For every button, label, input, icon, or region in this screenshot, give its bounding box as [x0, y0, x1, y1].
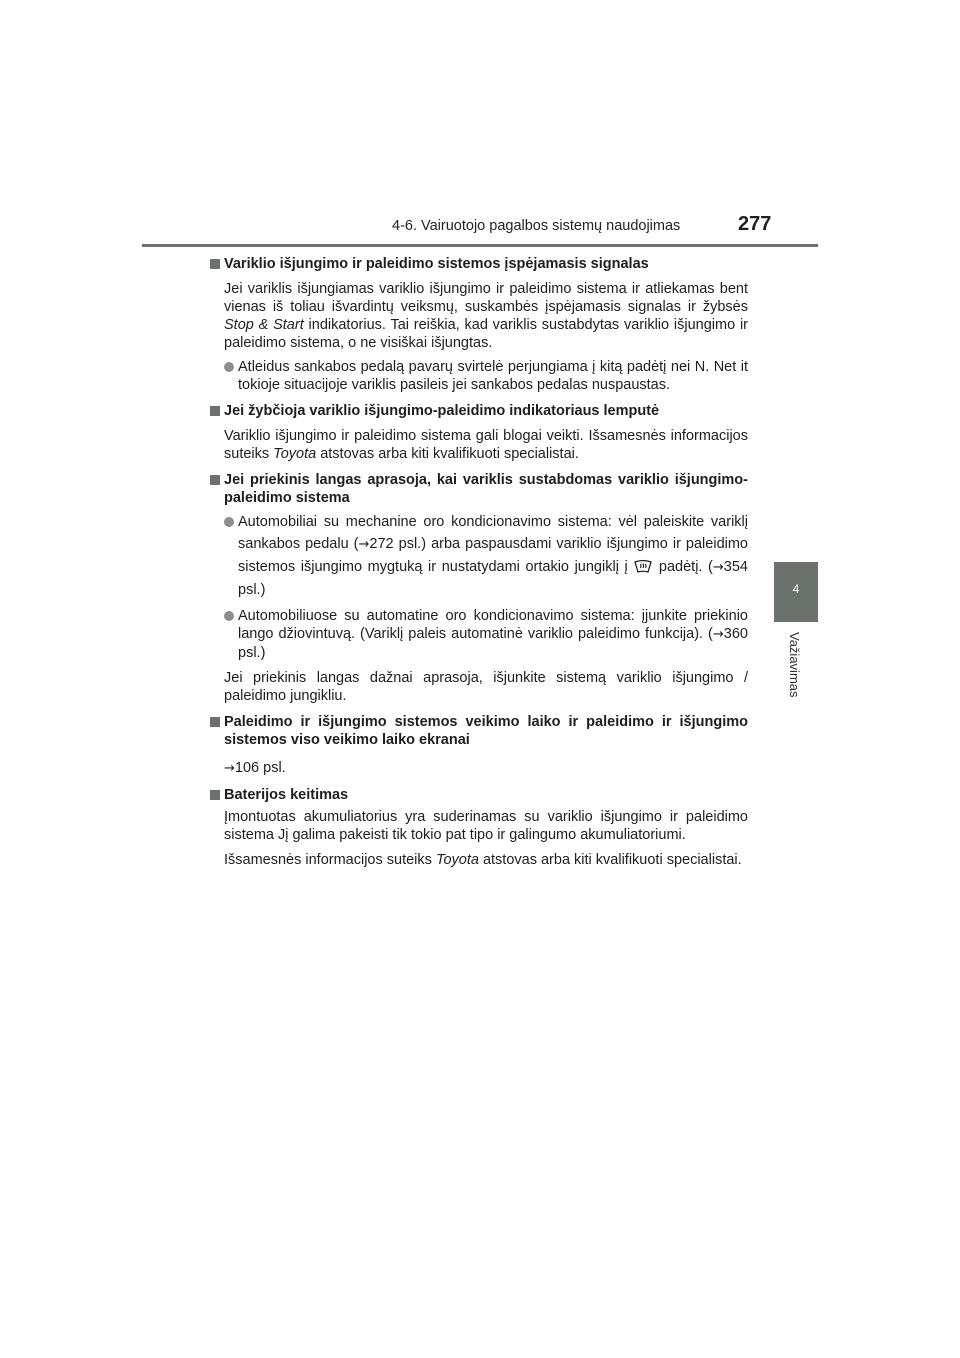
- paragraph: Jei variklis išjungiamas variklio išjungimo ir paleidimo sistema ir atliekamas bent vienas iš toliau išvardintų veiksmų, suskambės įspėjamasis signalas ir žybsės Stop & Start indikatorius. Tai reiškia, kad variklis sustabdytas variklio išjungimo ir paleidimo sistema, o ne visiškai išjungtas.: [224, 281, 748, 351]
- section-title-text: Variklio išjungimo ir paleidimo sistemos įspėjamasis signalas: [224, 256, 649, 272]
- square-bullet-icon: [210, 259, 220, 269]
- paragraph: Variklio išjungimo ir paleidimo sistema gali blogai veikti. Išsamesnės informacijos suteiks Toyota atstovas arba kiti kvalifikuoti specialistai.: [224, 428, 748, 462]
- paragraph: [210, 759, 748, 778]
- indicator-name: Stop & Start: [224, 317, 304, 333]
- chapter-number: 4: [792, 582, 800, 596]
- section-title-text: Paleidimo ir išjungimo sistemos veikimo laiko ir paleidimo ir išjungimo sistemos viso veikimo laiko ekranai: [224, 714, 748, 748]
- windshield-defroster-icon: [633, 558, 653, 574]
- round-bullet-icon: [224, 517, 234, 527]
- section-title-text: Jei žybčioja variklio išjungimo-paleidimo indikatoriaus lemputė: [224, 403, 660, 419]
- bullet-item: Automobiliuose su automatine oro kondicionavimo sistema: įjunkite priekinio lango džiovintuvą. (Variklį paleis automatinė variklio paleidimo funkcija). (→360 psl.): [210, 607, 748, 662]
- round-bullet-icon: [224, 611, 234, 621]
- chapter-tab: [774, 562, 818, 622]
- running-header: 4-6. Vairuotojo pagalbos sistemų naudojimas: [392, 218, 681, 234]
- section-title: [210, 786, 748, 804]
- section-title: [210, 255, 748, 273]
- square-bullet-icon: [210, 717, 220, 727]
- brand-name: Toyota: [273, 446, 317, 462]
- paragraph: Išsamesnės informacijos suteiks Toyota atstovas arba kiti kvalifikuoti specialistai.: [224, 852, 742, 868]
- brand-name: Toyota: [435, 852, 479, 868]
- page-reference[interactable]: 106 psl.: [234, 760, 286, 776]
- arrow-icon: →: [224, 761, 235, 776]
- section-title: [210, 713, 748, 749]
- section-title-text: Baterijos keitimas: [224, 787, 349, 803]
- section-title: [210, 471, 748, 507]
- arrow-icon: →: [712, 560, 724, 575]
- bullet-item: Automobiliai su mechanine oro kondicionavimo sistema: vėl paleiskite variklį sankabos pedalu (→272 psl.) arba paspausdami variklio išjungimo ir paleidimo sistemos išjungimo mygtuką ir nustatydami ortakio jungiklį į padėtį. (→354 psl.): [210, 511, 748, 601]
- page-reference[interactable]: 354 psl.: [238, 559, 748, 598]
- paragraph: Jei priekinis langas dažnai aprasoja, išjunkite sistemą variklio išjungimo / paleidimo jungikliu.: [224, 670, 748, 704]
- section-title: [210, 402, 748, 420]
- page-reference[interactable]: 360 psl.: [238, 626, 748, 661]
- header-rule: [142, 244, 818, 247]
- square-bullet-icon: [210, 790, 220, 800]
- round-bullet-icon: [224, 362, 234, 372]
- page-content: [210, 255, 748, 869]
- arrow-icon: →: [358, 537, 370, 552]
- bullet-item: Atleidus sankabos pedalą pavarų svirtelė perjungiama į kitą padėtį nei N. Net it tokioje situacijoje variklis pasileis jei sankabos pedalas nuspaustas.: [210, 358, 748, 394]
- square-bullet-icon: [210, 475, 220, 485]
- chapter-label: Važiavimas: [787, 632, 802, 698]
- page-reference[interactable]: 272 psl.: [369, 536, 422, 552]
- square-bullet-icon: [210, 406, 220, 416]
- page-number: 277: [738, 213, 772, 235]
- paragraph: Įmontuotas akumuliatorius yra suderinamas su variklio išjungimo ir paleidimo sistema Jį galima pakeisti tik tokio pat tipo ir galingumo akumuliatoriumi.: [224, 809, 748, 843]
- arrow-icon: →: [712, 627, 724, 642]
- section-title-text: Jei priekinis langas aprasoja, kai variklis sustabdomas variklio išjungimo-paleidimo sistema: [224, 472, 748, 506]
